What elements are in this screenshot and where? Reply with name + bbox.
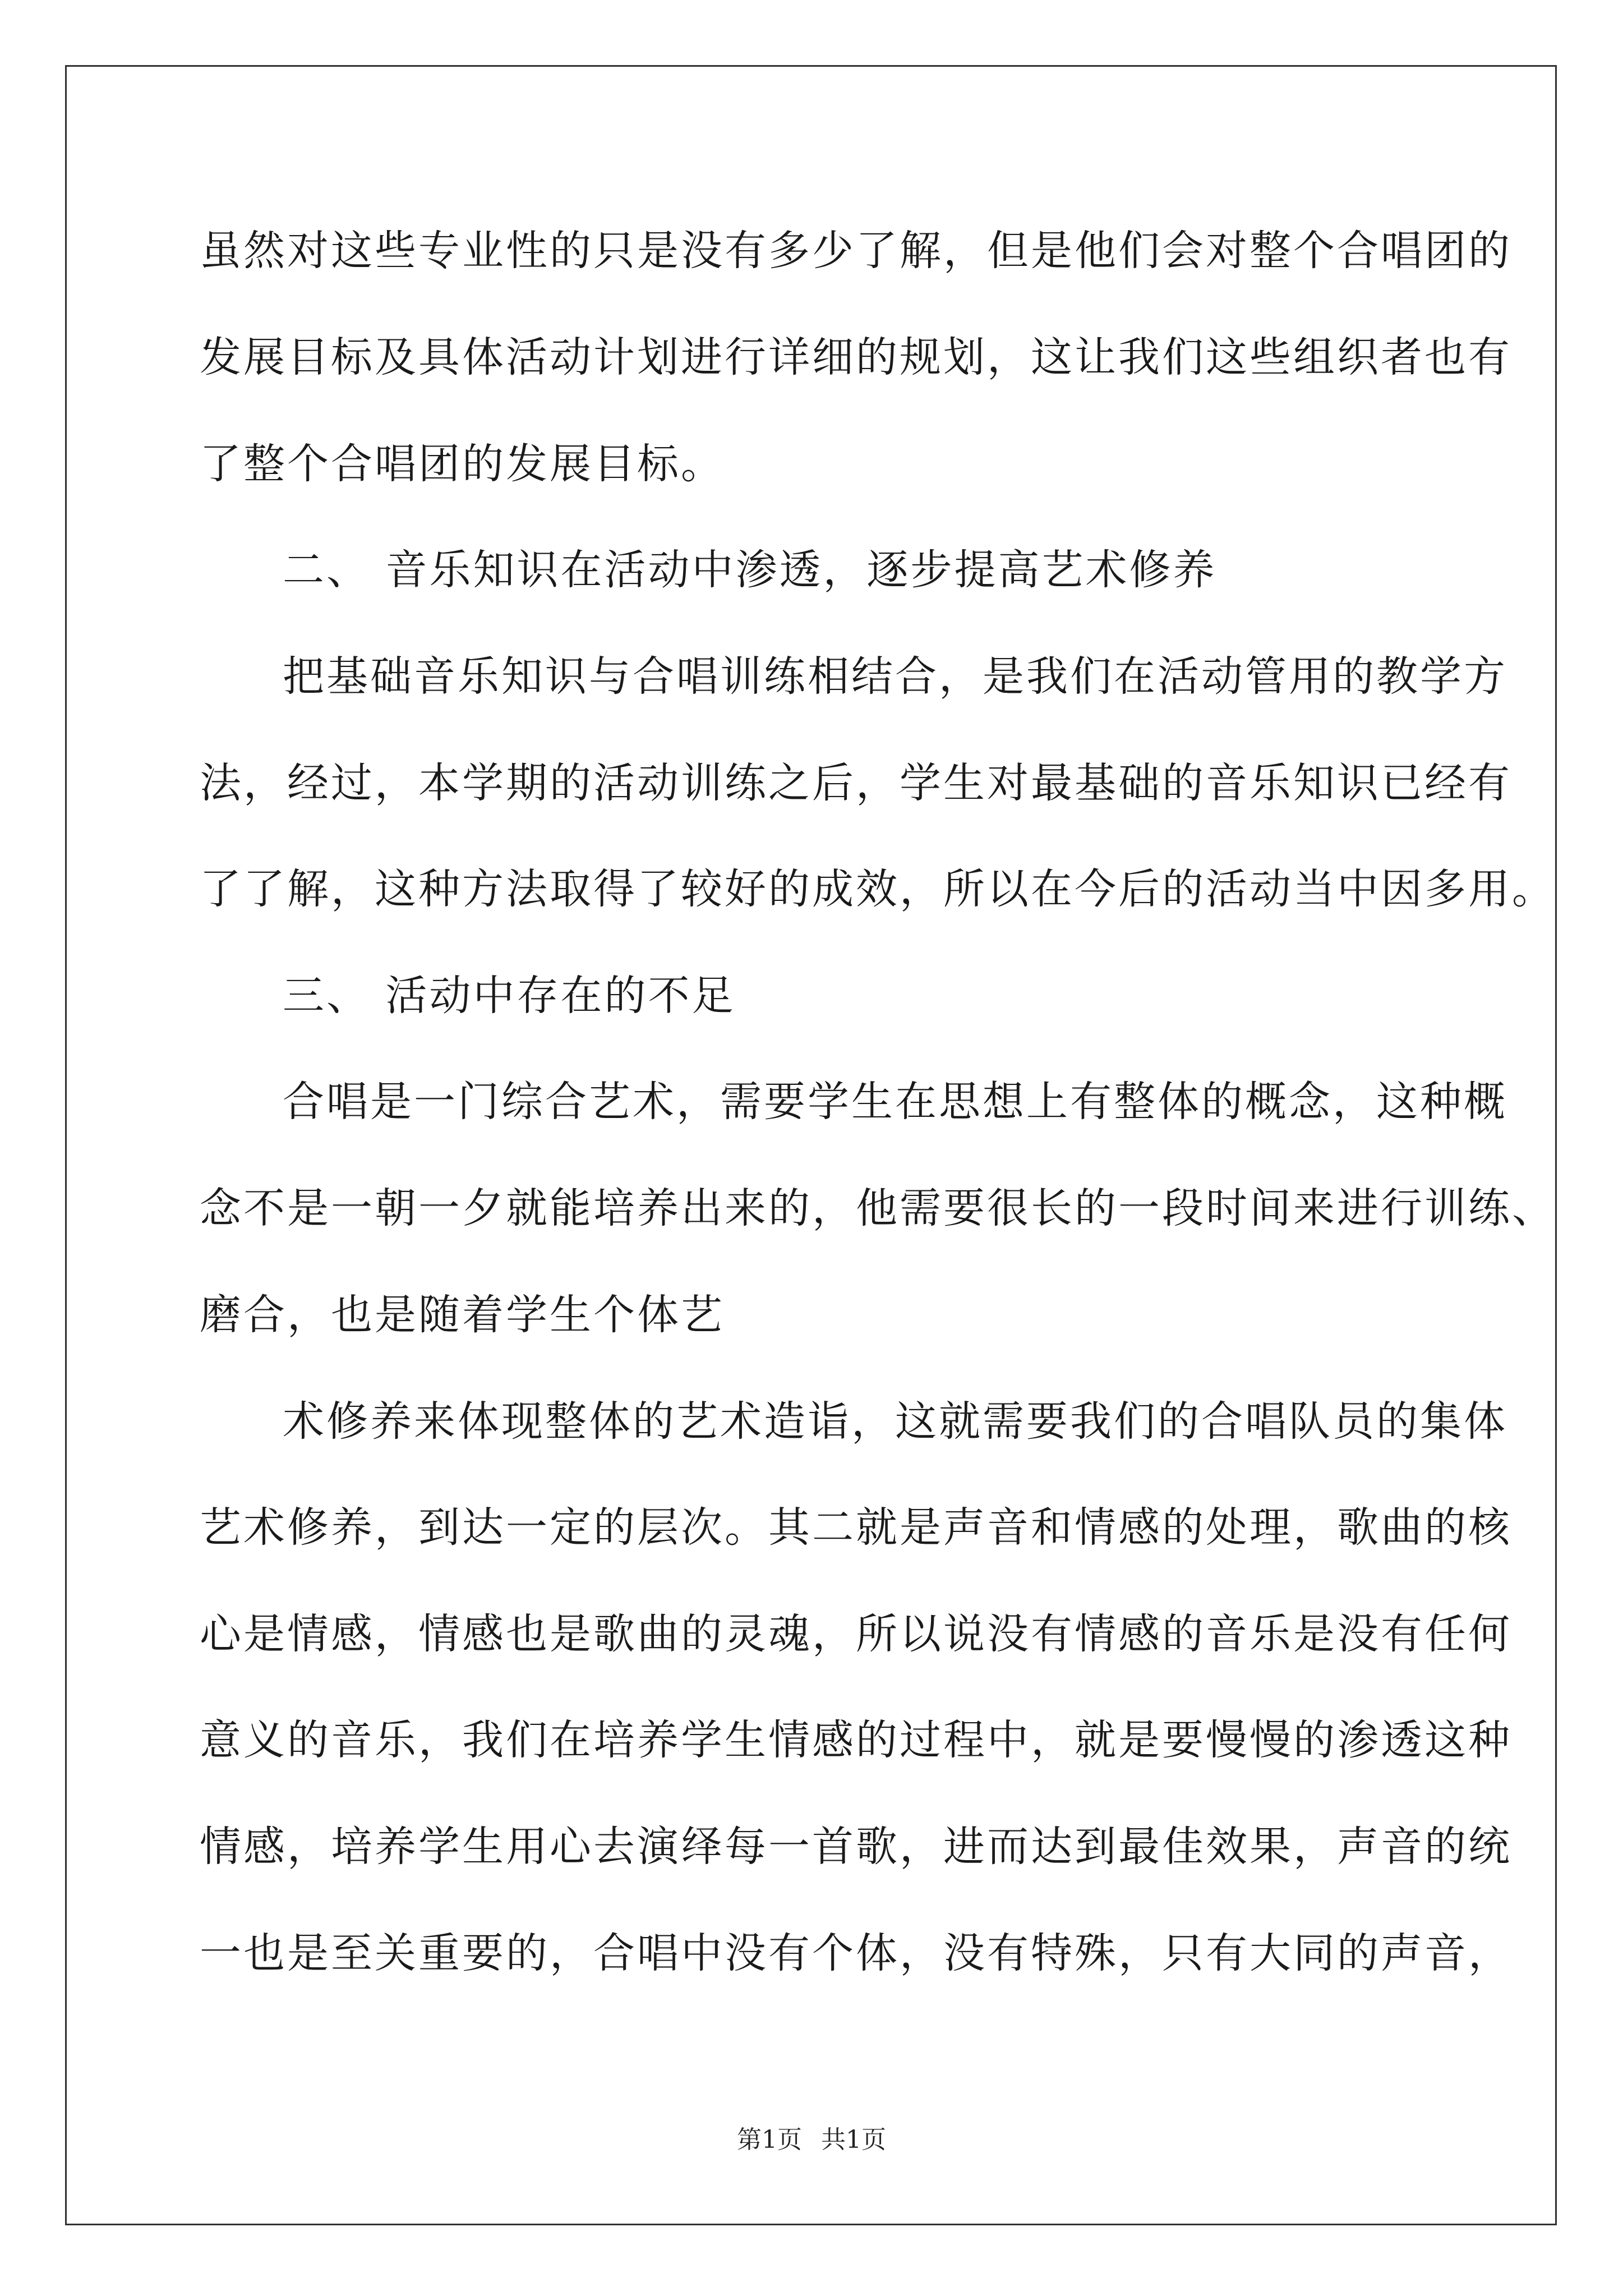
text-line: 合唱是一门综合艺术，需要学生在思想上有整体的概念，这种概 bbox=[283, 1078, 1507, 1126]
text-line: 意义的音乐，我们在培养学生情感的过程中，就是要慢慢的渗透这种 bbox=[200, 1716, 1512, 1764]
section-heading: 二、 音乐知识在活动中渗透，逐步提高艺术修养 bbox=[283, 546, 1217, 594]
text-line: 虽然对这些专业性的只是没有多少了解，但是他们会对整个合唱团的 bbox=[200, 227, 1512, 275]
text-line: 念不是一朝一夕就能培养出来的，他需要很长的一段时间来进行训练、 bbox=[200, 1184, 1556, 1232]
text-line: 术修养来体现整体的艺术造诣，这就需要我们的合唱队员的集体 bbox=[283, 1397, 1507, 1446]
text-line: 法，经过，本学期的活动训练之后，学生对最基础的音乐知识已经有 bbox=[200, 759, 1512, 807]
text-line: 发展目标及具体活动计划进行详细的规划，这让我们这些组织者也有 bbox=[200, 333, 1512, 381]
page-total: 共1页 bbox=[821, 2125, 886, 2154]
text-line: 了了解，这种方法取得了较好的成效，所以在今后的活动当中因多用。 bbox=[200, 865, 1556, 913]
text-line: 情感，培养学生用心去演绎每一首歌，进而达到最佳效果，声音的统 bbox=[200, 1823, 1512, 1871]
text-line: 一也是至关重要的，合唱中没有个体，没有特殊，只有大同的声音， bbox=[200, 1929, 1512, 1977]
page-footer bbox=[0, 2123, 1623, 2157]
text-line: 了整个合唱团的发展目标。 bbox=[200, 440, 725, 488]
text-line: 磨合，也是随着学生个体艺 bbox=[200, 1291, 725, 1339]
text-line: 把基础音乐知识与合唱训练相结合，是我们在活动管用的教学方 bbox=[283, 652, 1507, 701]
section-heading: 三、 活动中存在的不足 bbox=[283, 972, 736, 1020]
text-line: 心是情感，情感也是歌曲的灵魂，所以说没有情感的音乐是没有任何 bbox=[200, 1610, 1512, 1658]
page-border bbox=[65, 65, 1557, 2225]
page-number: 第1页 bbox=[737, 2125, 802, 2154]
text-line: 艺术修养，到达一定的层次。其二就是声音和情感的处理，歌曲的核 bbox=[200, 1503, 1512, 1552]
